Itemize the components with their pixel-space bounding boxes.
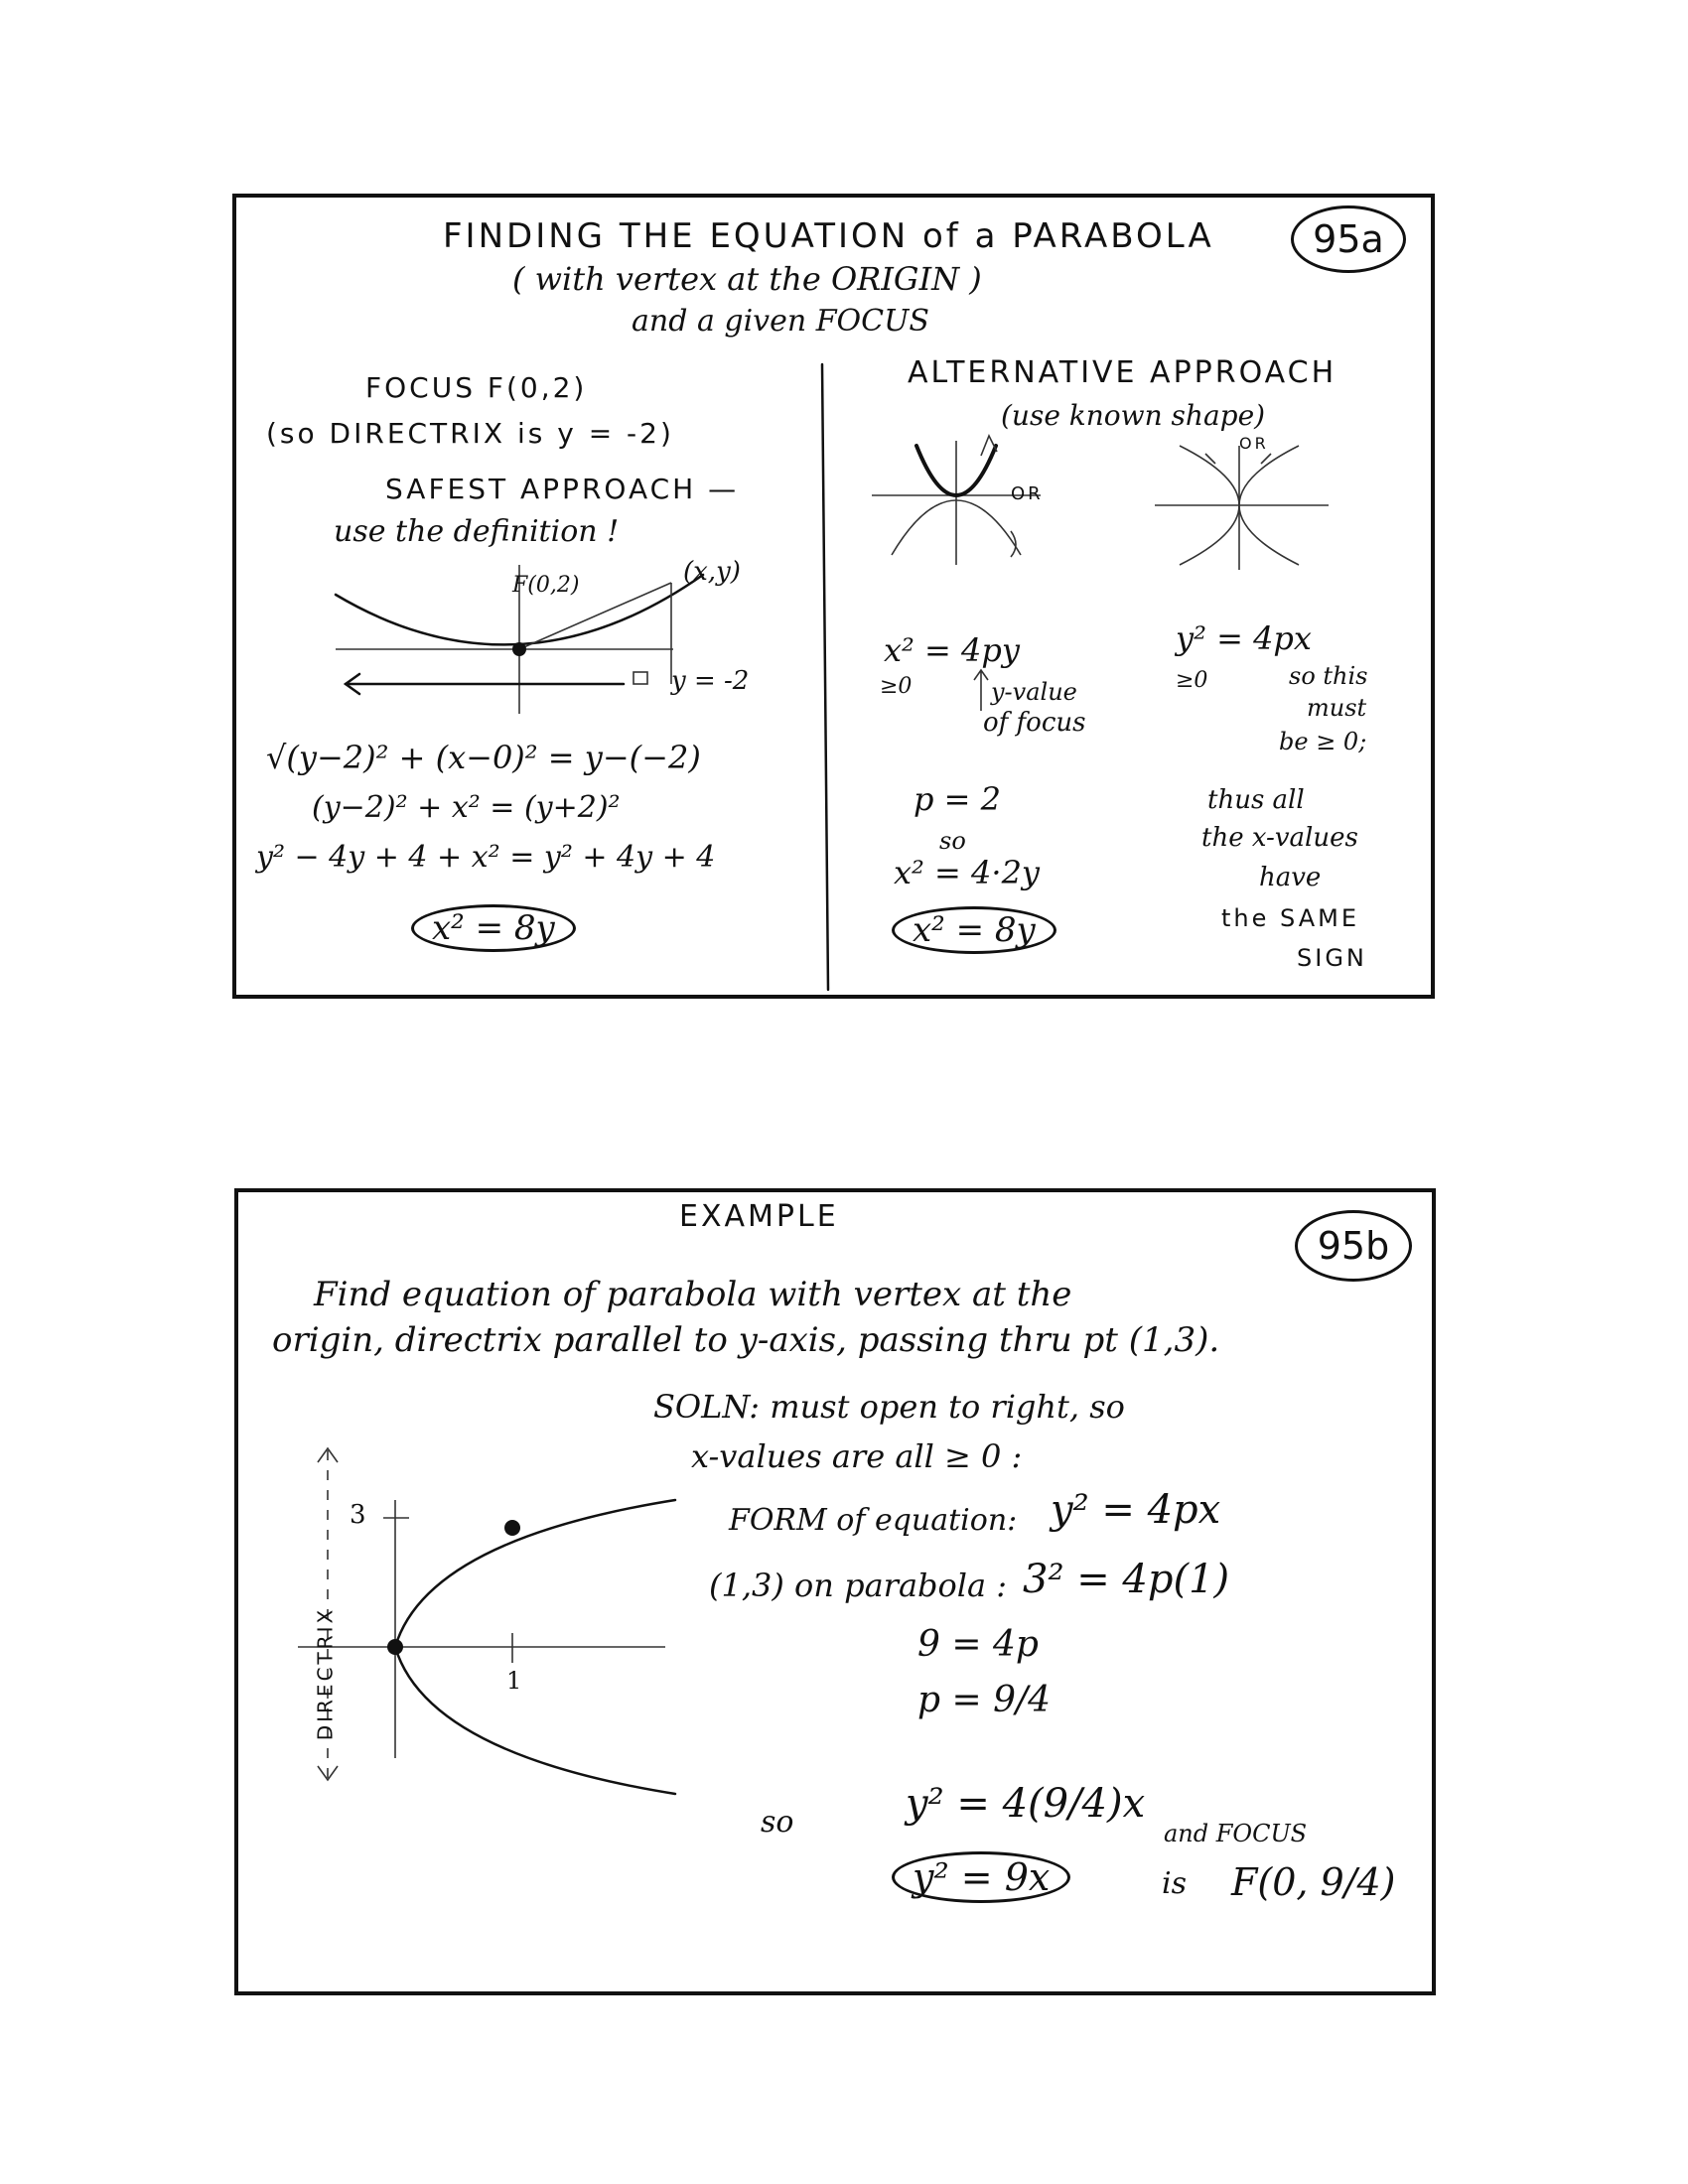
thus-note-1: thus all bbox=[1207, 785, 1305, 815]
graph-focus-label: F(0,2) bbox=[512, 573, 580, 598]
p-value: p = 2 bbox=[914, 780, 1001, 818]
point-on-parabola-equation: 3² = 4p(1) bbox=[1023, 1557, 1230, 1602]
distance-equation: √(y−2)² + (x−0)² = y−(−2) bbox=[266, 739, 701, 776]
thus-note-2: the x-values bbox=[1201, 823, 1358, 853]
thus-note-5: SIGN bbox=[1297, 944, 1367, 972]
so-this-note-3: be ≥ 0; bbox=[1279, 728, 1367, 755]
y-value-note-2: of focus bbox=[983, 708, 1086, 738]
or-label-vertical: OR bbox=[1011, 483, 1044, 504]
graph-directrix-text: DIRECTRIX bbox=[313, 1606, 338, 1741]
example-title: EXAMPLE bbox=[679, 1199, 839, 1234]
directrix-note: (so DIRECTRIX is y = -2) bbox=[266, 417, 674, 450]
graph-point-label: (x,y) bbox=[683, 557, 741, 587]
alternative-approach-title: ALTERNATIVE APPROACH bbox=[908, 355, 1337, 390]
safest-approach: SAFEST APPROACH — bbox=[385, 473, 740, 505]
solve-step-1: 9 = 4p bbox=[917, 1624, 1039, 1665]
thus-note-4: the SAME bbox=[1221, 904, 1359, 932]
focus-given: FOCUS F(0,2) bbox=[365, 371, 588, 404]
result-equation-a-alt: x² = 8y bbox=[892, 906, 1056, 954]
solution-line-2: x-values are all ≥ 0 : bbox=[691, 1437, 1023, 1475]
so-word-a: so bbox=[939, 827, 966, 855]
squared-equation: (y−2)² + x² = (y+2)² bbox=[312, 790, 621, 825]
expanded-equation: y² − 4y + 4 + x² = y² + 4y + 4 bbox=[256, 840, 716, 875]
point-on-parabola-label: (1,3) on parabola : bbox=[709, 1567, 1008, 1604]
solution-line-1: SOLN: must open to right, so bbox=[653, 1388, 1125, 1426]
focus-point: F(0, 9/4) bbox=[1231, 1860, 1396, 1904]
alternative-approach-subtitle: (use known shape) bbox=[1001, 399, 1266, 432]
graph-tick-x: 1 bbox=[506, 1667, 522, 1695]
form-y-squared: y² = 4px bbox=[1176, 619, 1312, 657]
form-x-squared: x² = 4py bbox=[884, 631, 1020, 669]
form-label: FORM of equation: bbox=[729, 1503, 1018, 1538]
page-badge-95b: 95b bbox=[1295, 1210, 1412, 1282]
horizontal-parabolas-sketch bbox=[1150, 436, 1338, 575]
card-a-subtitle: ( with vertex at the ORIGIN ) bbox=[512, 260, 982, 298]
so-this-note-1: so this bbox=[1289, 662, 1368, 690]
use-definition: use the definition ! bbox=[334, 514, 620, 549]
nonneg-note-1: ≥0 bbox=[880, 674, 913, 699]
problem-line-1: Find equation of parabola with vertex at the bbox=[314, 1275, 1072, 1314]
substituted-equation-a: x² = 4·2y bbox=[894, 854, 1040, 891]
or-label-horizontal: OR bbox=[1239, 434, 1269, 453]
graph-directrix-label: y = -2 bbox=[671, 666, 750, 696]
card-95b bbox=[234, 1188, 1436, 1995]
y-value-note-1: y-value bbox=[991, 678, 1077, 706]
focus-is: is bbox=[1162, 1866, 1187, 1901]
example-graph bbox=[278, 1421, 695, 1808]
focus-note: and FOCUS bbox=[1164, 1820, 1308, 1847]
vertical-parabolas-sketch bbox=[862, 436, 1060, 575]
result-equation-b: y² = 9x bbox=[892, 1851, 1070, 1903]
graph-tick-y: 3 bbox=[350, 1500, 366, 1530]
solve-step-2: p = 9/4 bbox=[917, 1680, 1052, 1720]
card-a-subtitle-2: and a given FOCUS bbox=[632, 304, 929, 339]
nonneg-note-2: ≥0 bbox=[1176, 668, 1208, 693]
result-equation-a: x² = 8y bbox=[411, 904, 576, 952]
page-badge-95a: 95a bbox=[1291, 205, 1406, 273]
card-95a bbox=[232, 194, 1435, 999]
card-a-title: FINDING THE EQUATION of a PARABOLA bbox=[443, 216, 1214, 256]
so-this-note-2: must bbox=[1307, 694, 1367, 722]
form-equation: y² = 4px bbox=[1051, 1487, 1221, 1533]
thus-note-3: have bbox=[1259, 863, 1322, 892]
so-word-b: so bbox=[761, 1805, 794, 1840]
substituted-equation-b: y² = 4(9/4)x bbox=[906, 1781, 1146, 1827]
problem-line-2: origin, directrix parallel to y-axis, passing thru pt (1,3). bbox=[272, 1320, 1220, 1360]
